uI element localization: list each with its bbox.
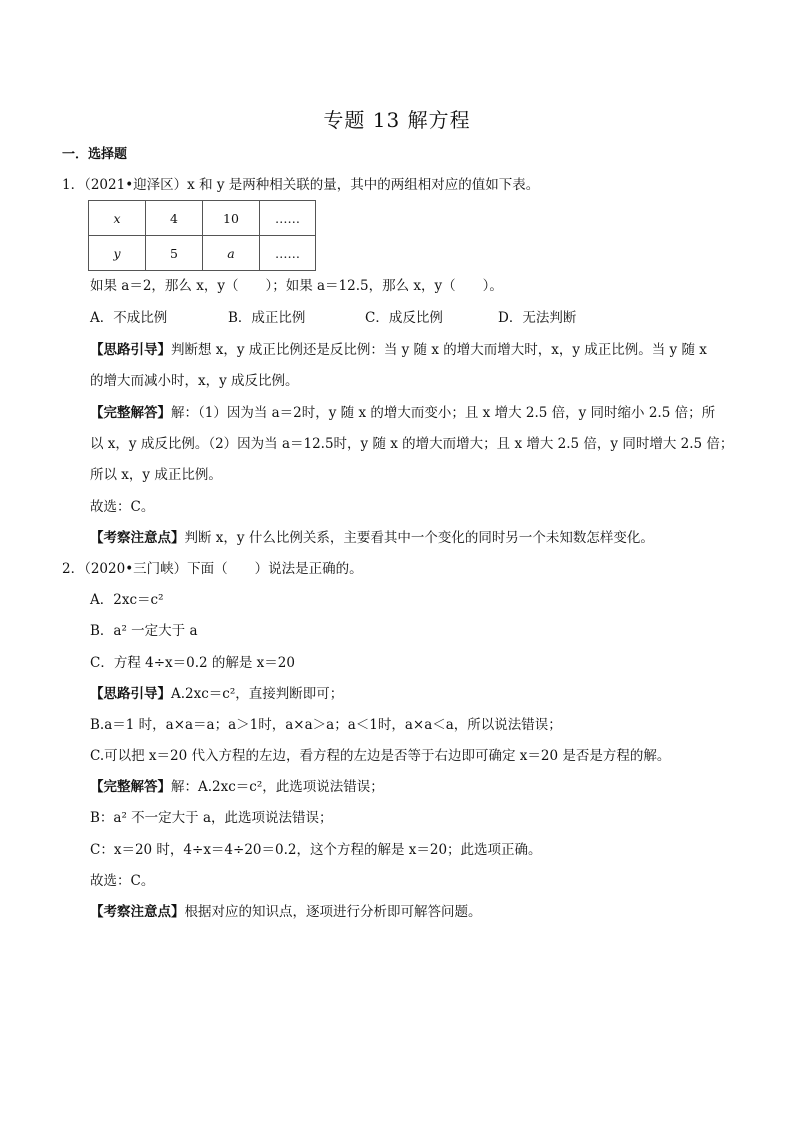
q2-answer-line [90, 777, 384, 797]
q1-value-table [88, 200, 316, 271]
q1-note-line [90, 528, 654, 548]
q1-answer-line-3: 所以 x，y 成正比例。 [90, 467, 222, 483]
answer-text: 解：（1）因为当 a＝2时，y 随 x 的增大而变小；且 x 增大 2.5 倍，y 同时缩小 2.5 倍；所 [171, 405, 716, 421]
table-cell: 5 [146, 236, 203, 271]
q1-stem: 1．（2021•迎泽区）x 和 y 是两种相关联的量，其中的两组相对应的值如下表。 [62, 177, 540, 193]
q2-option-b: B．a² 一定大于 a [90, 623, 198, 639]
q2-hint-line [90, 684, 343, 704]
hint-text: A.2xc＝c²，直接判断即可； [171, 686, 344, 702]
hint-tag: 【思路引导】 [90, 686, 171, 702]
q1-hint-line [90, 340, 707, 360]
answer-text: 解：A.2xc＝c²，此选项说法错误； [171, 779, 384, 795]
q2-hint-line-2: B.a＝1 时，a×a＝a；a＞1时，a×a＞a；a＜1时，a×a＜a，所以说法错误； [90, 717, 562, 733]
table-cell: …… [260, 236, 316, 271]
table-cell: x [89, 201, 146, 236]
table-cell: …… [260, 201, 316, 236]
table-row [89, 236, 316, 271]
q1-prompt: 如果 a＝2，那么 x，y（ ）；如果 a＝12.5，那么 x，y（ ）。 [90, 278, 503, 294]
table-cell: 4 [146, 201, 203, 236]
page-title: 专题 13 解方程 [323, 108, 471, 132]
option-d: D．无法判断 [498, 310, 577, 326]
q2-answer-line-3: C：x＝20 时，4÷x＝4÷20＝0.2，这个方程的解是 x＝20；此选项正确。 [90, 842, 542, 858]
q1-options [90, 308, 576, 328]
option-a: A．不成比例 [90, 310, 168, 326]
table-cell: 10 [203, 201, 260, 236]
q2-option-c: C．方程 4÷x＝0.2 的解是 x＝20 [90, 655, 295, 671]
note-text: 根据对应的知识点，逐项进行分析即可解答问题。 [184, 904, 482, 920]
answer-tag: 【完整解答】 [90, 405, 171, 421]
q1-hint-line-2: 的增大而减小时，x，y 成反比例。 [90, 373, 299, 389]
section-heading: 一．选择题 [62, 147, 128, 162]
q1-answer-line-2: 以 x，y 成反比例。（2）因为当 a＝12.5时，y 随 x 的增大而增大；且 x 增大 2.5 倍，y 同时增大 2.5 倍； [90, 436, 734, 452]
q1-choice: 故选：C。 [90, 499, 155, 515]
table-cell: a [203, 236, 260, 271]
note-text: 判断 x，y 什么比例关系，主要看其中一个变化的同时另一个未知数怎样变化。 [184, 530, 654, 546]
note-tag: 【考察注意点】 [90, 904, 185, 920]
q2-note-line [90, 902, 482, 922]
note-tag: 【考察注意点】 [90, 530, 185, 546]
hint-text: 判断想 x，y 成正比例还是反比例：当 y 随 x 的增大而增大时，x，y 成正比例。当 y 随 x [171, 342, 707, 358]
q2-option-a: A．2xc＝c² [90, 592, 164, 608]
option-c: C．成反比例 [365, 310, 443, 326]
table-row [89, 201, 316, 236]
hint-tag: 【思路引导】 [90, 342, 171, 358]
table-cell: y [89, 236, 146, 271]
option-b: B．成正比例 [228, 310, 306, 326]
q2-answer-line-2: B：a² 不一定大于 a，此选项说法错误； [90, 810, 333, 826]
q1-answer-line [90, 403, 715, 423]
q2-choice: 故选：C。 [90, 873, 155, 889]
q2-hint-line-3: C.可以把 x＝20 代入方程的左边，看方程的左边是否等于右边即可确定 x＝20 是否是方程的解。 [90, 748, 671, 764]
q2-stem: 2．（2020•三门峡）下面（ ）说法是正确的。 [62, 561, 363, 577]
answer-tag: 【完整解答】 [90, 779, 171, 795]
